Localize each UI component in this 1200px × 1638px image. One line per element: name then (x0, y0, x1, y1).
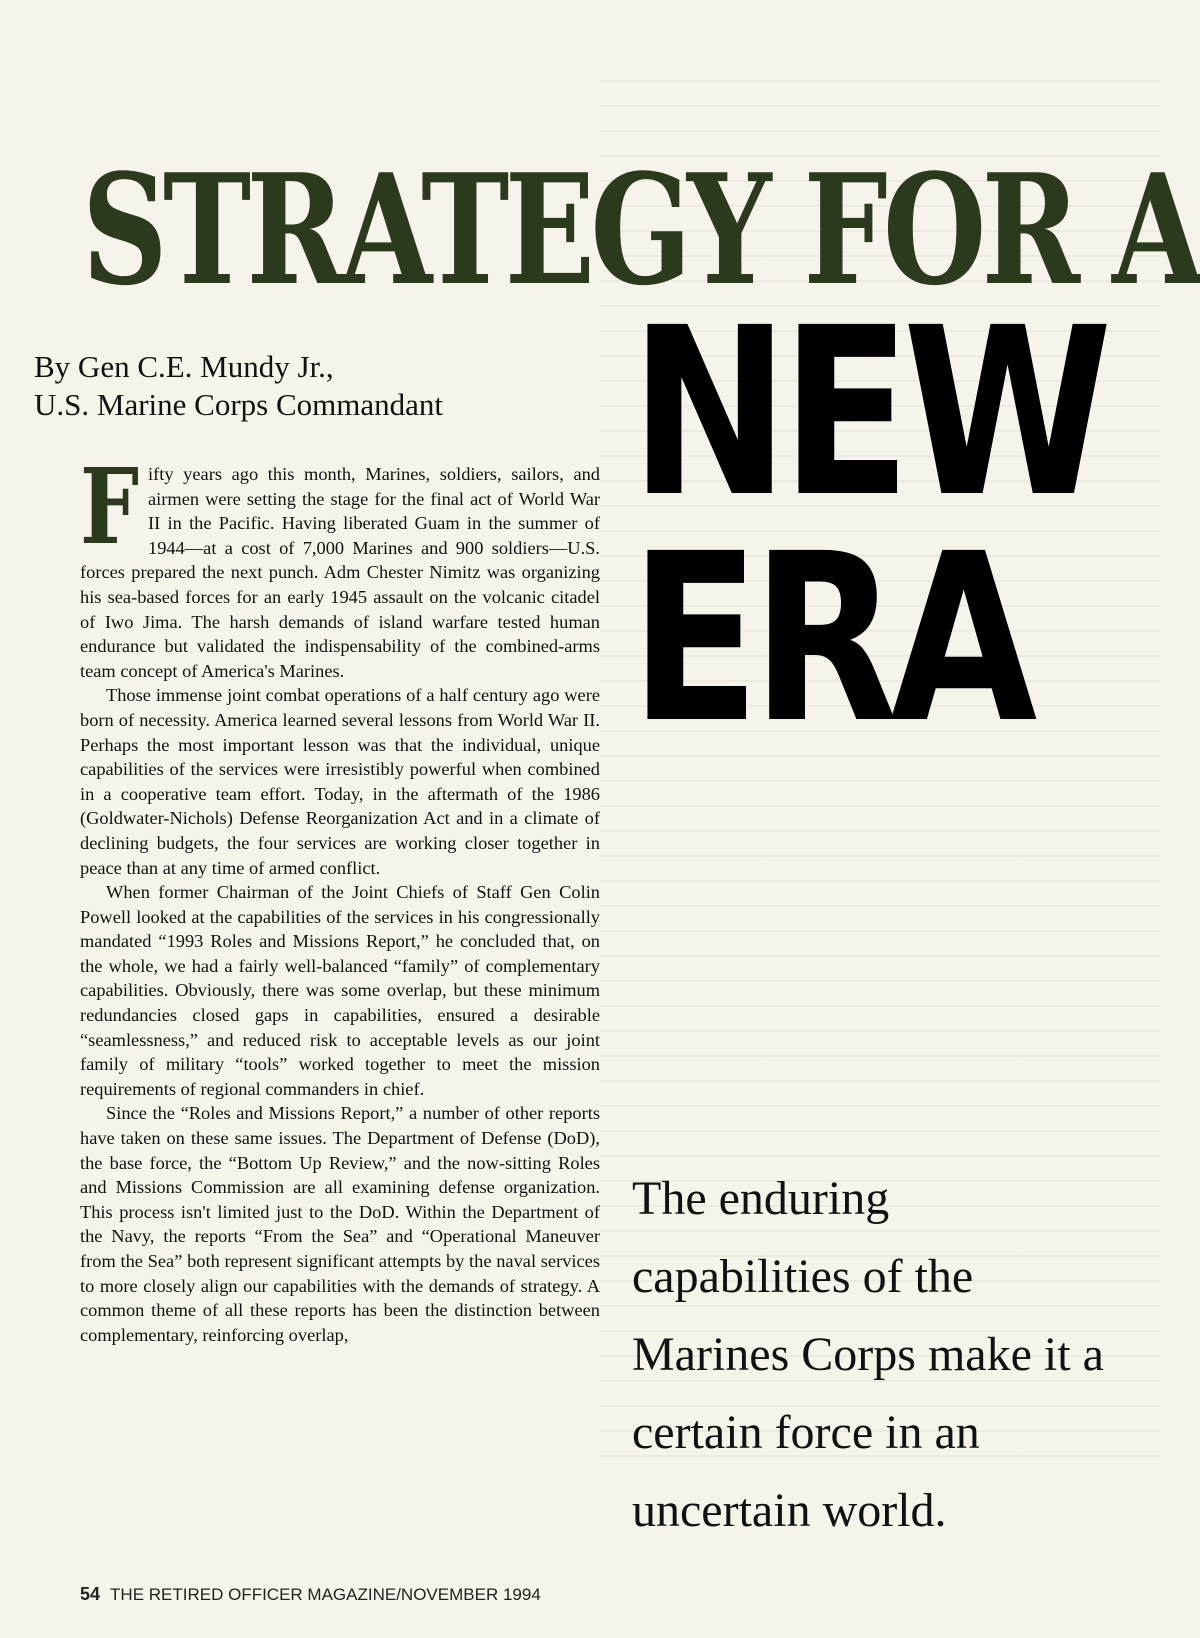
byline-author: By Gen C.E. Mundy Jr., (34, 349, 334, 384)
pull-quote-line-2: capabilities of the (632, 1250, 974, 1303)
pull-quote-line-3: Marines Corps make it a (632, 1328, 1104, 1381)
paragraph-3: When former Chairman of the Joint Chiefs of Staff Gen Colin Powell looked at the capabilities of the services in his congressionally mandated “1993 Roles and Missions Report,” he concluded that, on the whole, we had a fairly well-balanced “family” of complementary capabilities. Obviously, there was some overlap, but these minimum redundancies closed gaps in capabilities, ensured a desirable “seamlessness,” and reduced risk to acceptable levels as our joint family of military “tools” worked together to meet the mission requirements of regional commanders in chief. (80, 882, 600, 1099)
pull-quote-line-5: uncertain world. (632, 1484, 947, 1537)
headline-line-3: ERA (630, 504, 1030, 774)
pull-quote-line-1: The enduring (632, 1172, 890, 1225)
pull-quote (632, 1160, 1192, 1550)
pull-quote-line-4: certain force in an (632, 1406, 980, 1459)
drop-cap: F (80, 462, 140, 568)
article-body (80, 462, 600, 1577)
page-footer (80, 1584, 541, 1605)
page-number: 54 (80, 1584, 101, 1604)
paragraph-2: Those immense joint combat operations of a half century ago were born of necessity. America learned several lessons from World War II. Perhaps the most important lesson was that the individual, unique capabilities of the services were irresistibly powerful when combined in a cooperative team effort. Today, in the aftermath of the 1986 (Goldwater-Nichols) Defense Reorganization Act and in a climate of declining budgets, the four services are working closer together in peace than at any time of armed conflict. (80, 685, 600, 878)
publication-info: THE RETIRED OFFICER MAGAZINE/NOVEMBER 1994 (110, 1585, 541, 1604)
headline-line-1: STRATEGY FOR A (82, 140, 1200, 319)
headline-new-era (630, 278, 1105, 774)
paragraph-1-text: ifty years ago this month, Marines, soldiers, sailors, and airmen were setting the stage for the final act of World War II in the Pacific. Having liberated Guam in the summer of 1944—at a cost of 7,000 Marines and 900 soldiers—U.S. forces prepared the next punch. Adm Chester Nimitz was organizing his sea-based forces for an early 1945 assault on the volcanic citadel of Iwo Jima. The harsh demands of island warfare tested human endurance but validated the indispensability of the combined-arms team concept of America's Marines. (80, 464, 600, 681)
paragraph-1 (80, 462, 600, 683)
byline (34, 348, 594, 424)
byline-role: U.S. Marine Corps Commandant (34, 387, 443, 422)
headline-line-2: NEW (630, 278, 1105, 548)
paragraph-4: Since the “Roles and Missions Report,” a number of other reports have taken on these same issues. The Department of Defense (DoD), the base force, the “Bottom Up Review,” and the now-sitting Roles and Missions Commission are all examining defense organization. This process isn't limited just to the DoD. Within the Department of the Navy, the reports “From the Sea” and “Operational Maneuver from the Sea” both represent significant attempts by the naval services to more closely align our capabilities with the demands of strategy. A common theme of all these reports has been the distinction between complementary, reinforcing overlap, (80, 1103, 600, 1345)
